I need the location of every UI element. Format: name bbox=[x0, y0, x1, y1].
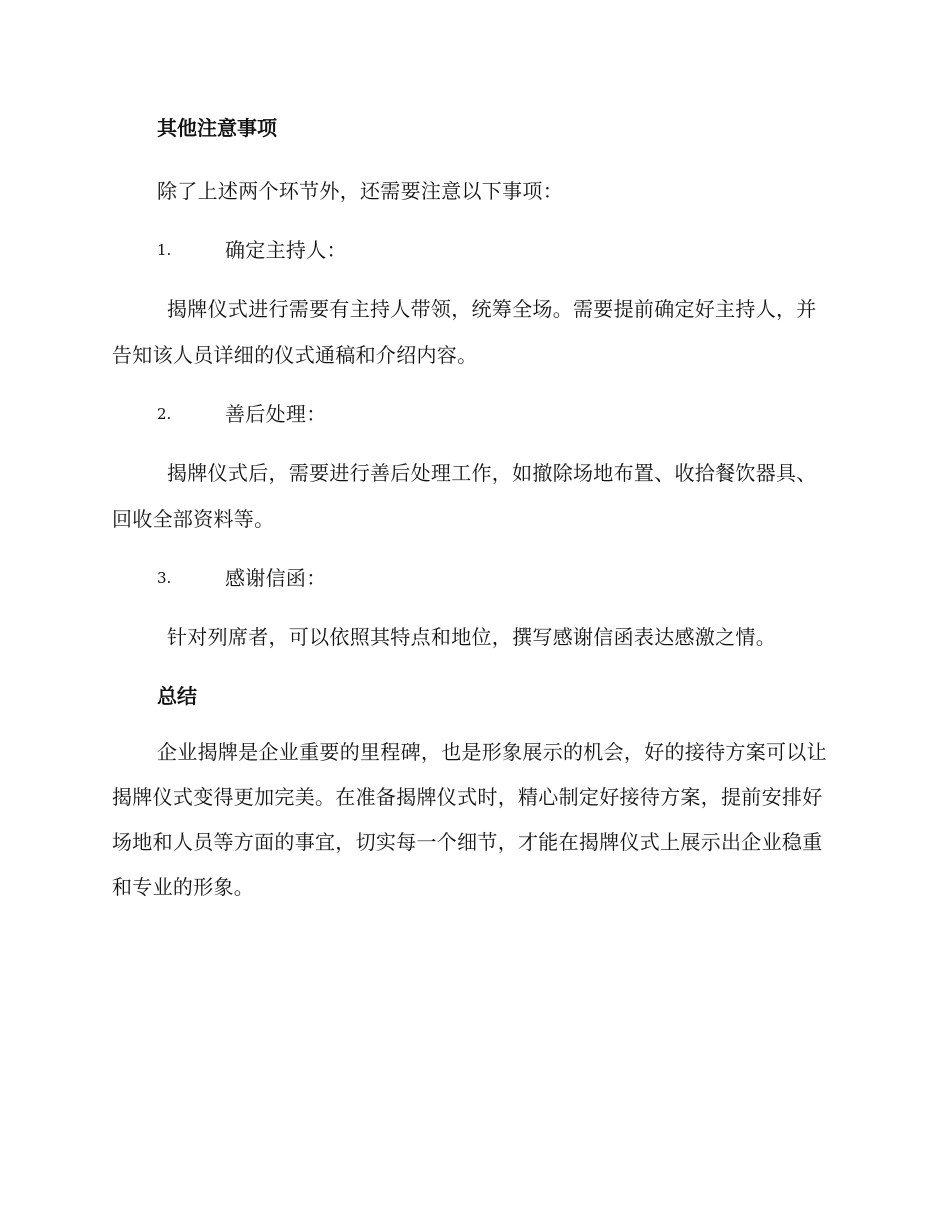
list-number: 3. bbox=[157, 569, 172, 587]
section-heading-other-notes: 其他注意事项 bbox=[157, 116, 277, 140]
list-label: 感谢信函： bbox=[225, 566, 327, 590]
list-number: 1. bbox=[157, 241, 172, 259]
section-heading-summary: 总结 bbox=[157, 684, 197, 708]
list-item-body: 针对列席者，可以依照其特点和地位，撰写感谢信函表达感激之情。 bbox=[167, 625, 776, 649]
list-item-1 bbox=[112, 230, 832, 270]
list-item-body: 揭牌仪式后，需要进行善后处理工作，如撤除场地布置、收拾餐饮器具、回收全部资料等。 bbox=[112, 461, 817, 531]
list-label: 善后处理： bbox=[225, 402, 327, 426]
summary-paragraph: 企业揭牌是企业重要的里程碑，也是形象展示的机会，好的接待方案可以让揭牌仪式变得更加完美。在准备揭牌仪式时，精心制定好接待方案，提前安排好场地和人员等方面的事宜，切实每一个细节，才能在揭牌仪式上展示出企业稳重和专业的形象。 bbox=[112, 740, 827, 899]
section-intro: 除了上述两个环节外，还需要注意以下事项： bbox=[157, 179, 563, 203]
list-label: 确定主持人： bbox=[225, 238, 347, 262]
list-item-2 bbox=[112, 394, 832, 434]
list-number: 2. bbox=[157, 405, 172, 423]
list-item-3 bbox=[112, 558, 832, 598]
document-content bbox=[112, 111, 832, 910]
list-item-body: 揭牌仪式进行需要有主持人带领，统筹全场。需要提前确定好主持人，并告知该人员详细的仪式通稿和介绍内容。 bbox=[112, 297, 817, 367]
